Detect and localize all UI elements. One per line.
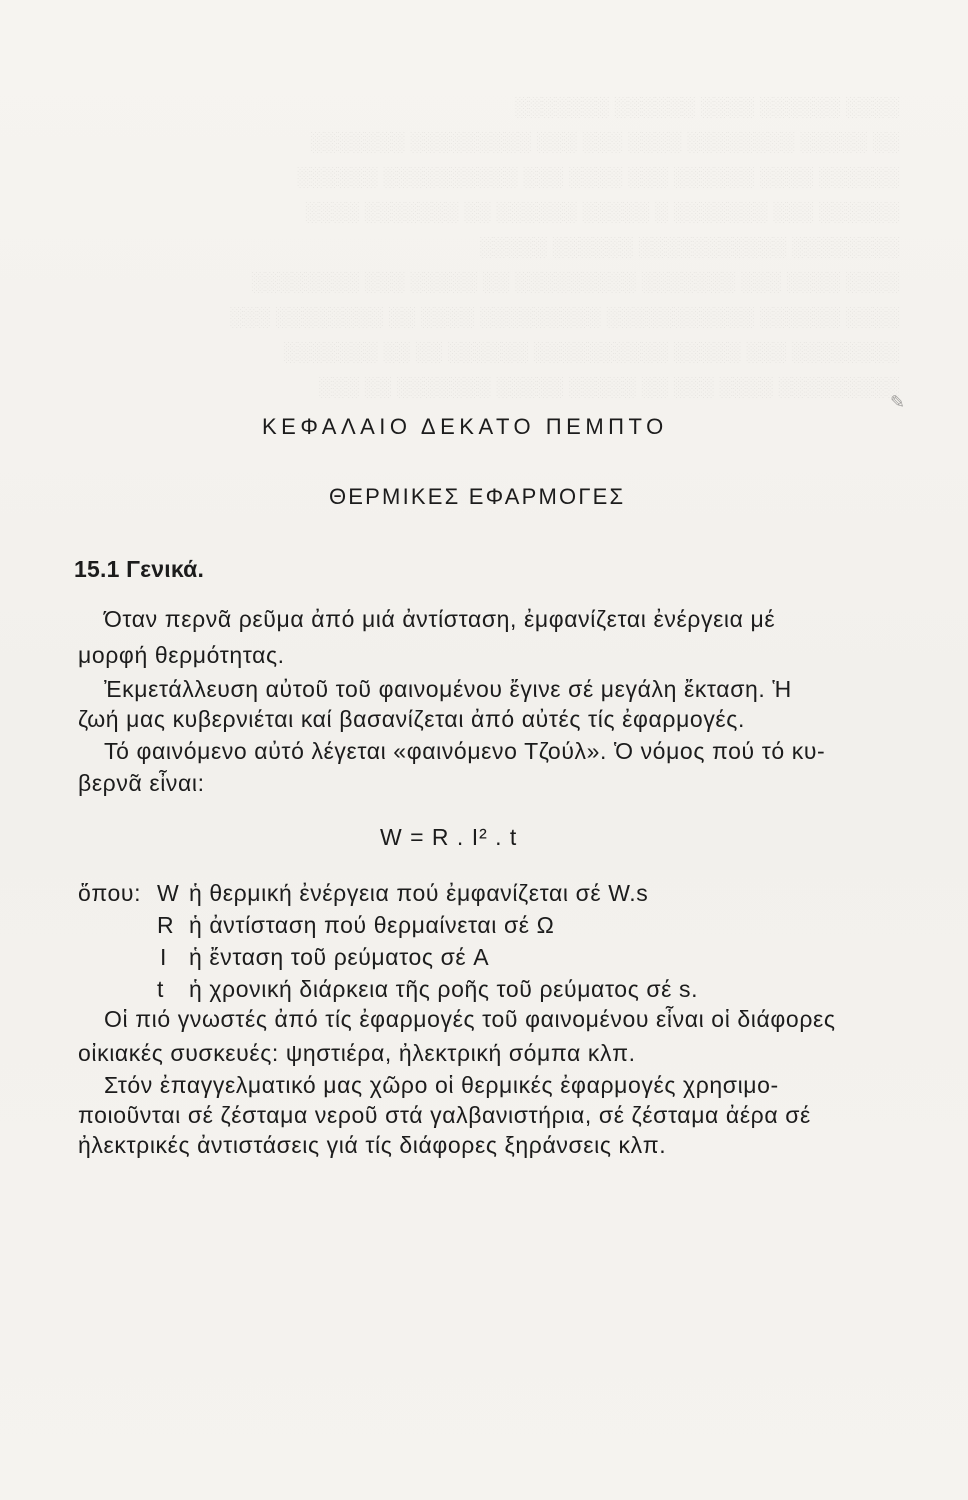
paragraph-2-line-1: Ἐκμετάλλευση αὐτοῦ τοῦ φαινομένου ἔγινε σέ μεγάλη ἔκταση. Ἡ <box>104 676 792 702</box>
joule-law-formula: W = R . I² . t <box>380 824 518 850</box>
paragraph-1-line-2: μορφή θερμότητας. <box>78 642 285 668</box>
paragraph-4-line-1: Οἱ πιό γνωστές ἀπό τίς ἐφαρμογές τοῦ φαινομένου εἶναι οἱ διάφορες <box>104 1006 836 1032</box>
paragraph-1-line-1: Όταν περνᾶ ρεῦμα ἀπό μιά ἀντίσταση, ἐμφανίζεται ἐνέργεια μέ <box>104 606 776 632</box>
section-heading: 15.1 Γενικά. <box>74 556 205 582</box>
bleed-through-text: ░░░░ ░░░░░░ ░░░░ ░░░░░░ ░░░░░░░ ░░ ░░░░░ ░░░░░░░░ ░░░░ ░░░ ░░░ ░░░░░░░░░ ░░░░░░░ ░░░░░░ ░░░░ ░░░░░░ ░░░ ░░░░ ░░░ ░░░░░░░░░░ ░░░░░░ ░░░░░░ ░░░ ░░░░░░░ ░ ░░░░░ ░░░░░░ ░░ ░░░░░░░ ░░░░ ░░░░░░░░ ░░░░░░░░░░░ ░░░░░░ ░░░░░ ░░░░ ░░░░ ░░░ ░░░░░░░ ░░░░░░░░░ ░░ ░░░░░ ░░░ ░░░░░░░░ ░░░░ ░░░░░░ ░░░░░░░░░░░ ░░░░░░░░░ ░░░░ ░░ ░░░░░░░░ ░░░ ░░░░░░░░ ░░░ ░░░░░ ░░░░░░░░░░ ░░░░░░ ░░ ░░ ░░░░░░░ ░░░░░░░░░ ░░░░ ░░░ ░░ ░░░░░ ░░░░░ ░░░░░░░ ░░ ░░░ <box>230 97 900 398</box>
definition-symbol-r: R <box>157 912 174 938</box>
scan-smudge-mark: ✎ <box>890 392 906 412</box>
definition-symbol-t: t <box>157 976 164 1002</box>
paragraph-2-line-2: ζωή μας κυβερνιέται καί βασανίζεται ἀπό αὐτές τίς ἐφαρμογές. <box>78 706 745 732</box>
chapter-heading: ΚΕΦΑΛΑΙΟ ΔΕΚΑΤΟ ΠΕΜΠΤΟ <box>262 414 668 439</box>
definition-symbol-w: W <box>157 880 179 906</box>
paragraph-4-line-2: οἰκιακές συσκευές: ψηστιέρα, ἠλεκτρική σόμπα κλπ. <box>78 1040 636 1066</box>
paragraph-5-line-1: Στόν ἐπαγγελματικό μας χῶρο οἱ θερμικές ἐφαρμογές χρησιμο- <box>104 1072 779 1098</box>
paragraph-3-line-1: Τό φαινόμενο αὐτό λέγεται «φαινόμενο Τζούλ». Ὁ νόμος πού τό κυ- <box>104 738 826 764</box>
definition-symbol-i: I <box>160 944 167 970</box>
paragraph-3-line-2: βερνᾶ εἶναι: <box>78 770 205 796</box>
definition-text-i: ἡ ἔνταση τοῦ ρεύματος σέ A <box>189 944 490 970</box>
where-label: ὅπου: <box>78 880 142 906</box>
paragraph-5-line-3: ἠλεκτρικές ἀντιστάσεις γιά τίς διάφορες ξηράνσεις κλπ. <box>78 1132 667 1158</box>
chapter-title: ΘΕΡΜΙΚΕΣ ΕΦΑΡΜΟΓΕΣ <box>329 484 626 509</box>
definition-text-r: ἡ ἀντίσταση πού θερμαίνεται σέ Ω <box>189 912 555 938</box>
paragraph-5-line-2: ποιοῦνται σέ ζέσταμα νεροῦ στά γαλβανιστήρια, σέ ζέσταμα ἀέρα σέ <box>78 1102 811 1128</box>
definition-text-t: ἡ χρονική διάρκεια τῆς ροῆς τοῦ ρεύματος σέ s. <box>189 976 699 1002</box>
definition-text-w: ἡ θερμική ἐνέργεια πού ἐμφανίζεται σέ W.s <box>189 880 649 906</box>
